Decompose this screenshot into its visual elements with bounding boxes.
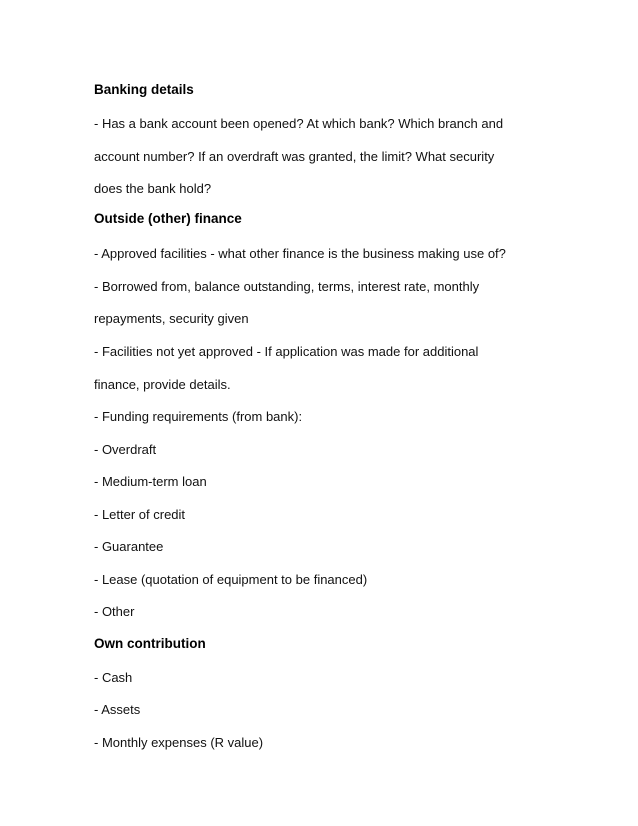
list-item: - Assets — [94, 702, 141, 717]
text-line: repayments, security given — [94, 311, 249, 326]
text-line: - Approved facilities - what other finance is the business making use of? — [94, 246, 506, 261]
list-item: - Other — [94, 604, 135, 619]
text-line: - Borrowed from, balance outstanding, terms, interest rate, monthly — [94, 279, 480, 294]
section-heading-outside-finance: Outside (other) finance — [94, 211, 242, 226]
list-item: - Letter of credit — [94, 507, 186, 522]
list-item: - Guarantee — [94, 539, 164, 554]
list-item: - Medium-term loan — [94, 474, 207, 489]
list-item: - Overdraft — [94, 442, 157, 457]
list-item: - Cash — [94, 670, 133, 685]
text-line: finance, provide details. — [94, 377, 231, 392]
text-line: account number? If an overdraft was granted, the limit? What security — [94, 149, 495, 164]
list-item: - Lease (quotation of equipment to be financed) — [94, 572, 368, 587]
list-item: - Monthly expenses (R value) — [94, 735, 264, 750]
section-heading-banking-details: Banking details — [94, 82, 194, 97]
section-heading-own-contribution: Own contribution — [94, 636, 206, 651]
text-line: - Facilities not yet approved - If application was made for additional — [94, 344, 479, 359]
text-line: - Has a bank account been opened? At which bank? Which branch and — [94, 116, 504, 131]
text-line: - Funding requirements (from bank): — [94, 409, 303, 424]
text-line: does the bank hold? — [94, 181, 212, 196]
